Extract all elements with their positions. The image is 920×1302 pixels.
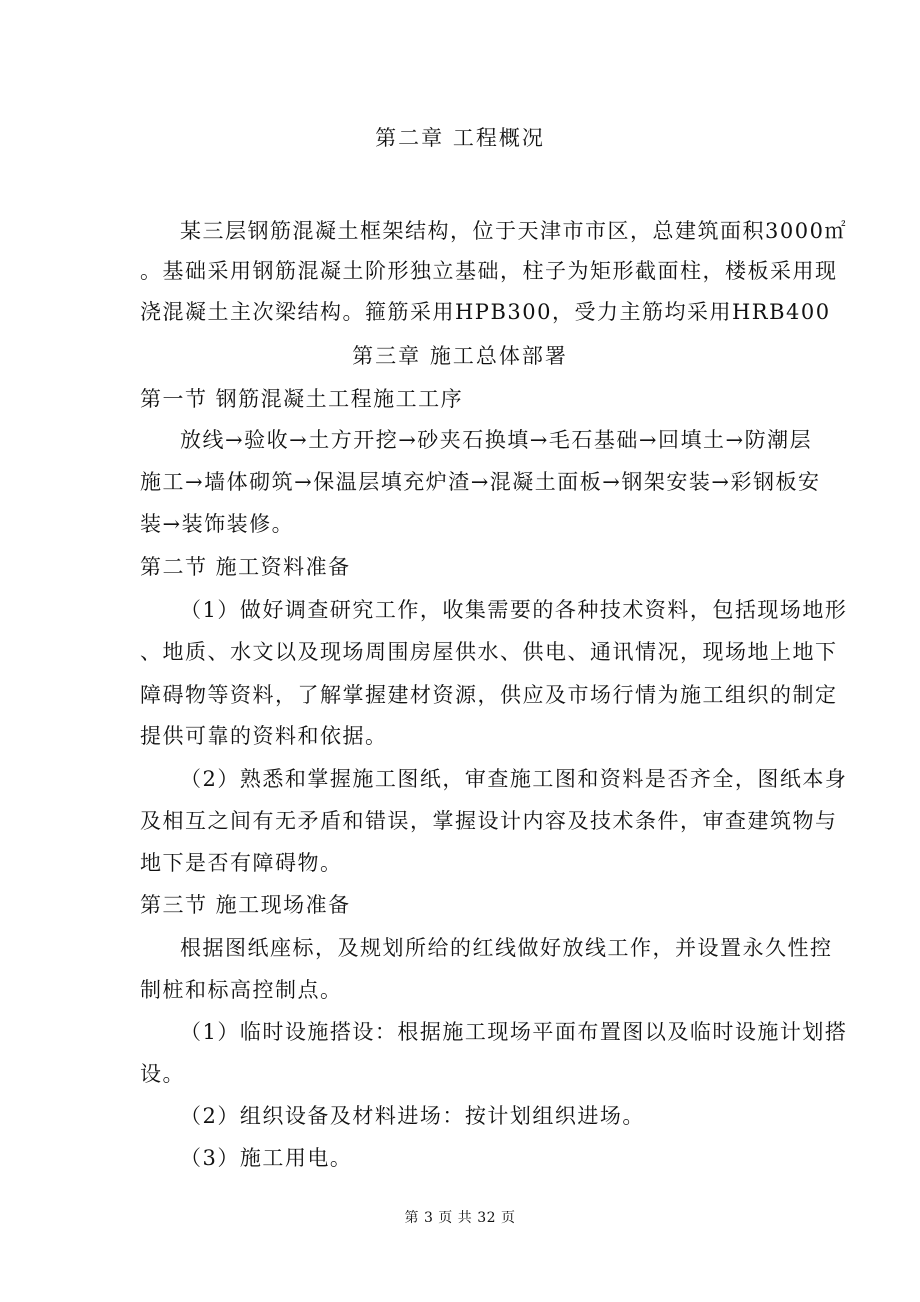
section-2-item-2-line: 地下是否有障碍物。 — [140, 851, 343, 875]
section-1-heading: 第一节 钢筋混凝土工程施工工序 — [140, 387, 464, 411]
section-3-item-2: （2）组织设备及材料进场：按计划组织进场。 — [180, 1104, 645, 1128]
page-footer: 第 3 页 共 32 页 — [404, 1210, 516, 1226]
section-3-item-1-line: 设。 — [140, 1062, 185, 1086]
chapter-2-paragraph-line: 浇混凝土主次梁结构。箍筋采用HPB300，受力主筋均采用HRB400 — [140, 300, 831, 324]
section-2-item-1-line: 障碍物等资料，了解掌握建材资源，供应及市场行情为施工组织的制定 — [140, 683, 838, 707]
chapter-2-title: 第二章 工程概况 — [375, 126, 545, 150]
section-3-item-1-line: （1）临时设施搭设：根据施工现场平面布置图以及临时设施计划搭 — [180, 1020, 848, 1044]
section-2-item-2-line: 及相互之间有无矛盾和错误，掌握设计内容及技术条件，审查建筑物与 — [140, 809, 838, 833]
section-1-line: 装→装饰装修。 — [140, 512, 295, 536]
section-2-item-1-line: 、地质、水文以及现场周围房屋供水、供电、通讯情况，现场地上地下 — [140, 640, 838, 664]
section-3-intro-line: 根据图纸座标，及规划所给的红线做好放线工作，并设置永久性控 — [180, 936, 833, 960]
chapter-3-title: 第三章 施工总体部署 — [352, 344, 568, 368]
section-1-line: 施工→墙体砌筑→保温层填充炉渣→混凝土面板→钢架安装→彩钢板安 — [140, 470, 821, 494]
section-2-item-1-line: （1）做好调查研究工作，收集需要的各种技术资料，包括现场地形 — [180, 598, 848, 622]
section-3-intro-line: 制桩和标高控制点。 — [140, 978, 343, 1002]
section-2-item-1-line: 提供可靠的资料和依据。 — [140, 724, 388, 748]
section-3-heading: 第三节 施工现场准备 — [140, 893, 351, 917]
section-2-heading: 第二节 施工资料准备 — [140, 555, 351, 579]
chapter-2-paragraph-line: 某三层钢筋混凝土框架结构，位于天津市市区，总建筑面积3000㎡ — [180, 219, 847, 243]
section-3-item-3: （3）施工用电。 — [180, 1146, 353, 1170]
chapter-2-paragraph-line: 。基础采用钢筋混凝土阶形独立基础，柱子为矩形截面柱，楼板采用现 — [140, 259, 838, 283]
section-1-line: 放线→验收→土方开挖→砂夹石换填→毛石基础→回填土→防潮层 — [180, 428, 813, 452]
section-2-item-2-line: （2）熟悉和掌握施工图纸，审查施工图和资料是否齐全，图纸本身 — [180, 767, 848, 791]
